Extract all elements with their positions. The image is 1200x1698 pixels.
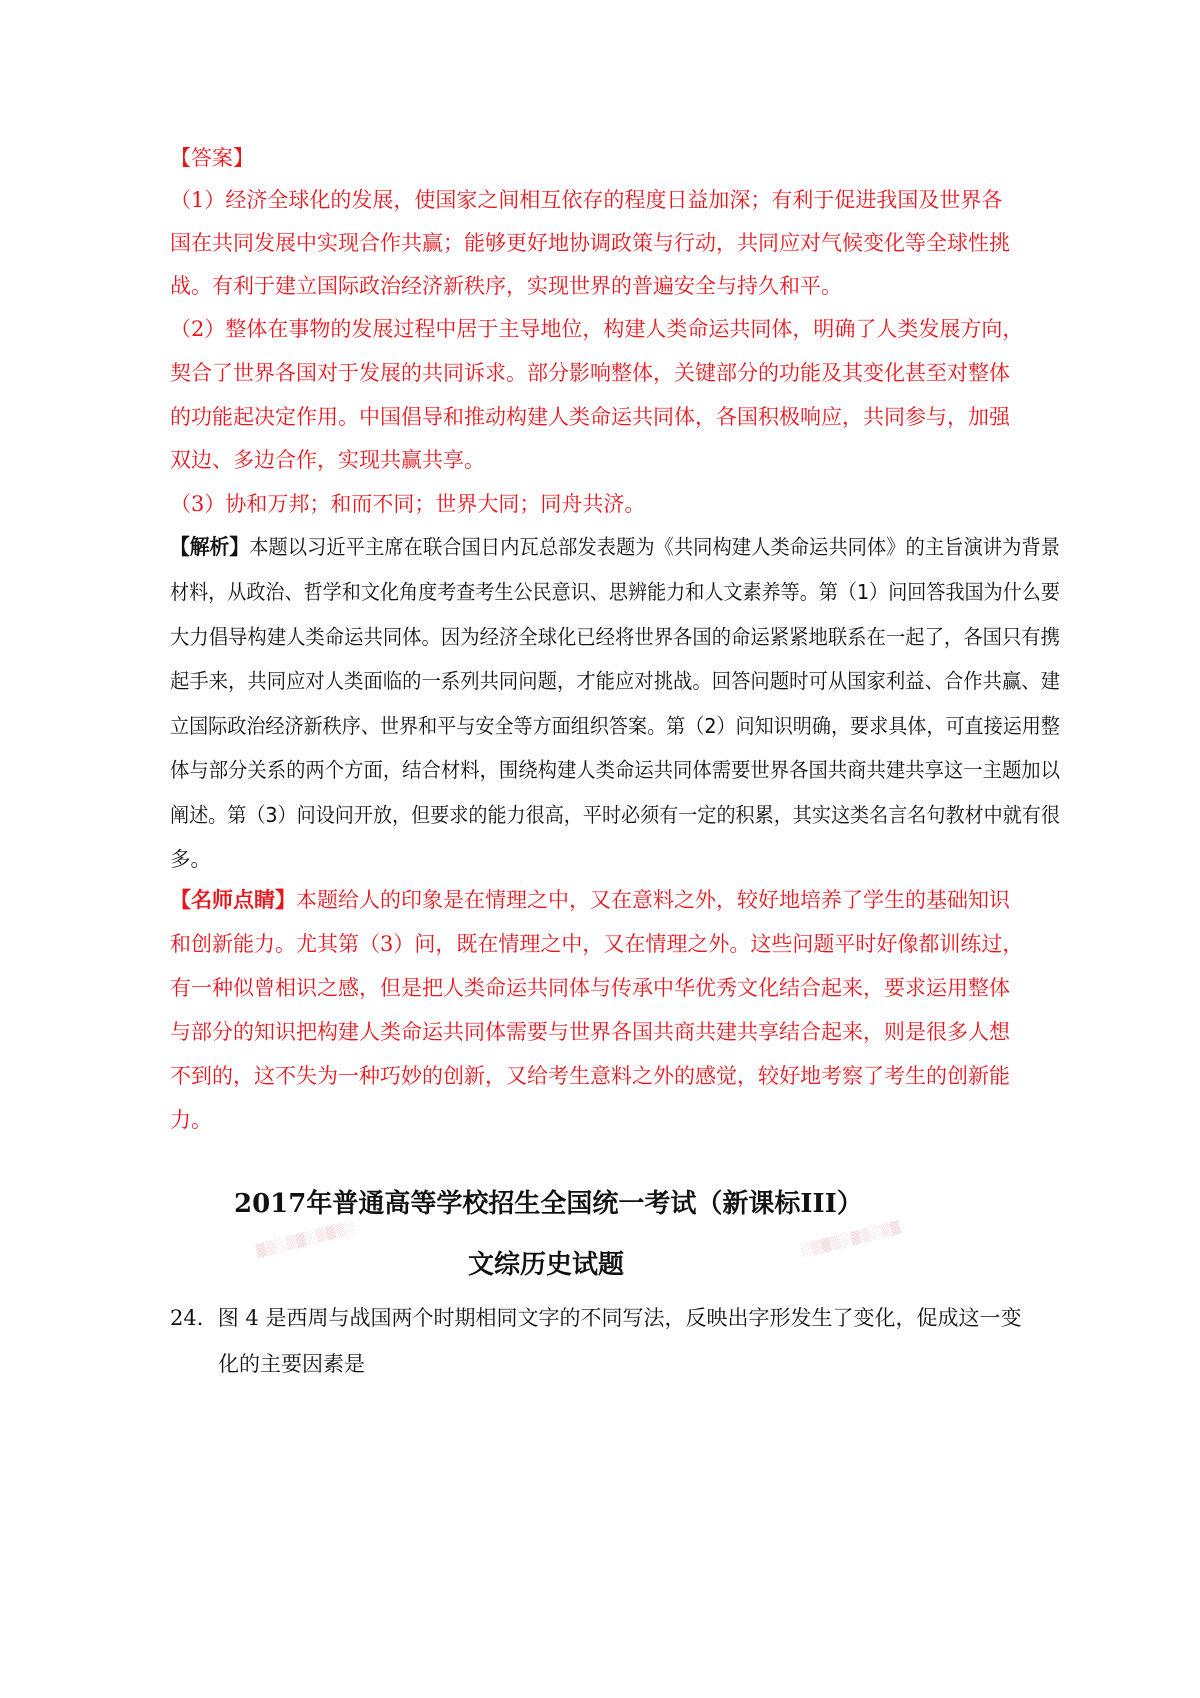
analysis-text-1: 本题以习近平主席在联合国日内瓦总部发表题为《共同构建人类命运共同体》的主旨演讲为背景 <box>249 535 1061 559</box>
teacher-note-text-1: 本题给人的印象是在情理之中，又在意料之外，较好地培养了学生的基础知识 <box>296 888 1010 912</box>
analysis-line-6: 体与部分关系的两个方面，结合材料，围绕构建人类命运共同体需要世界各国共商共建共享这一主题加以 <box>170 758 1061 782</box>
teacher-note-line-6: 力。 <box>170 1108 212 1132</box>
answer-p1-line-2: 国在共同发展中实现合作共赢；能够更好地协调政策与行动，共同应对气候变化等全球性挑 <box>170 231 1010 255</box>
answer-p1-line-3: 战。有利于建立国际政治经济新秩序，实现世界的普遍安全与持久和平。 <box>170 274 842 298</box>
teacher-note-line-1 <box>170 885 1010 915</box>
analysis-line-2: 材料，从政治、哲学和文化角度考查考生公民意识、思辨能力和人文素养等。第（1）问回答我国为什么要 <box>170 580 1060 604</box>
teacher-note-line-3: 有一种似曾相识之感，但是把人类命运共同体与传承中华优秀文化结合起来，要求运用整体 <box>170 976 1010 1000</box>
teacher-note-line-4: 与部分的知识把构建人类命运共同体需要与世界各国共商共建共享结合起来，则是很多人想 <box>170 1020 1010 1044</box>
answer-p2-line-4: 双边、多边合作，实现共赢共享。 <box>170 448 485 472</box>
analysis-line-5: 立国际政治经济新秩序、世界和平与安全等方面组织答案。第（2）问知识明确，要求具体，可直接运用整 <box>170 714 1060 738</box>
exam-title: 2017年普通高等学校招生全国统一考试（新课标III） <box>234 1189 863 1219</box>
question-number: 24． <box>170 1306 218 1330</box>
answer-p2-line-3: 的功能起决定作用。中国倡导和推动构建人类命运共同体，各国积极响应，共同参与，加强 <box>170 405 1010 429</box>
analysis-label: 【解析】 <box>170 534 250 559</box>
teacher-note-label: 【名师点睛】 <box>170 887 296 912</box>
watermark-right: ░▒▓▒░▓▒░▒▓ <box>799 1219 903 1259</box>
analysis-line-1 <box>170 532 1060 562</box>
answer-p2-line-2: 契合了世界各国对于发展的共同诉求。部分影响整体，关键部分的功能及其变化甚至对整体 <box>170 361 1010 385</box>
analysis-line-7: 阐述。第（3）问设问开放，但要求的能力很高，平时必须有一定的积累，其实这类名言名句教材中就有很 <box>170 803 1060 827</box>
analysis-line-4: 起手来，共同应对人类面临的一系列共同问题，才能应对挑战。回答问题时可从国家利益、合作共赢、建 <box>170 669 1061 693</box>
exam-subtitle: 文综历史试题 <box>468 1250 625 1280</box>
analysis-line-8: 多。 <box>170 847 211 871</box>
question-24-line-1 <box>170 1303 1021 1333</box>
teacher-note-line-5: 不到的，这不失为一种巧妙的创新，又给考生意料之外的感觉，较好地考察了考生的创新能 <box>170 1064 1010 1088</box>
question-24-line-2: 化的主要因素是 <box>218 1352 365 1376</box>
answer-p2-line-1: （2）整体在事物的发展过程中居于主导地位，构建人类命运共同体，明确了人类发展方向， <box>170 317 1024 341</box>
teacher-note-line-2: 和创新能力。尤其第（3）问，既在情理之中，又在情理之外。这些问题平时好像都训练过， <box>170 932 1024 956</box>
answer-p1-line-1: （1）经济全球化的发展，使国家之间相互依存的程度日益加深；有利于促进我国及世界各 <box>170 188 1003 212</box>
question-text-1: 图 4 是西周与战国两个时期相同文字的不同写法，反映出字形发生了变化，促成这一变 <box>217 1306 1022 1330</box>
answer-label: 【答案】 <box>170 146 254 170</box>
answer-p3: （3）协和万邦；和而不同；世界大同；同舟共济。 <box>170 492 646 516</box>
watermark-left: ▓▒░▒▓░▒▓▒░ <box>254 1219 358 1259</box>
analysis-line-3: 大力倡导构建人类命运共同体。因为经济全球化已经将世界各国的命运紧紧地联系在一起了，各国只有携 <box>170 625 1061 649</box>
